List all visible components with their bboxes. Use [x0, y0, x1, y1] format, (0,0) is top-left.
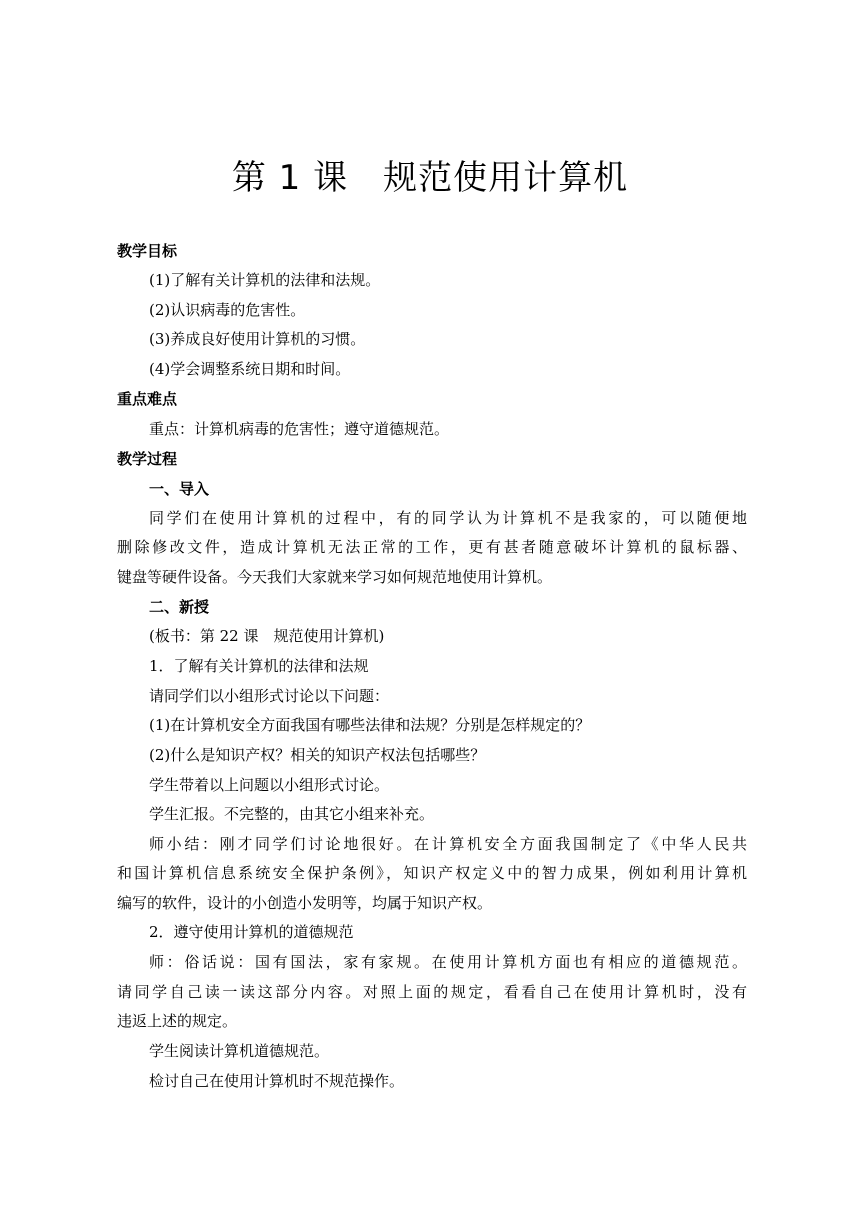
objective-2: (2)认识病毒的危害性。	[149, 301, 306, 319]
discussion-prompt: 请同学们以小组形式讨论以下问题：	[149, 687, 390, 705]
question-1: (1)在计算机安全方面我国有哪些法律和法规？分别是怎样规定的？	[149, 716, 591, 734]
ethics-paragraph-line-2: 请同学自己读一读这部分内容。对照上面的规定，看看自己在使用计算机时，没有	[117, 983, 747, 1001]
intro-paragraph-line-1: 同学们在使用计算机的过程中，有的同学认为计算机不是我家的，可以随便地	[149, 509, 747, 527]
student-report: 学生汇报。不完整的，由其它小组来补充。	[149, 805, 435, 823]
objective-3: (3)养成良好使用计算机的习惯。	[149, 330, 366, 348]
student-discussion: 学生带着以上问题以小组形式讨论。	[149, 776, 390, 794]
teacher-summary-line-1: 师小结：刚才同学们讨论地很好。在计算机安全方面我国制定了《中华人民共	[149, 835, 747, 853]
topic-2-heading: 2．遵守使用计算机的道德规范	[149, 923, 354, 941]
teacher-summary-line-2: 和国计算机信息系统安全保护条例》，知识产权定义中的智力成果，例如利用计算机	[117, 864, 747, 882]
key-points-text: 重点：计算机病毒的危害性；遵守道德规范。	[149, 420, 450, 438]
self-review: 检讨自己在使用计算机时不规范操作。	[149, 1072, 405, 1090]
question-2: (2)什么是知识产权？相关的知识产权法包括哪些？	[149, 746, 486, 764]
student-reading: 学生阅读计算机道德规范。	[149, 1042, 330, 1060]
subheading-new-lesson: 二、新授	[149, 598, 210, 616]
section-heading-objectives: 教学目标	[117, 242, 178, 260]
ethics-paragraph-line-1: 师：俗话说：国有国法，家有家规。在使用计算机方面也有相应的道德规范。	[149, 953, 747, 971]
objective-1: (1)了解有关计算机的法律和法规。	[149, 271, 381, 289]
section-heading-key-points: 重点难点	[117, 390, 178, 408]
board-note: (板书：第 22 课 规范使用计算机)	[149, 627, 385, 645]
intro-paragraph-line-3: 键盘等硬件设备。今天我们大家就来学习如何规范地使用计算机。	[117, 568, 553, 586]
topic-1-heading: 1．了解有关计算机的法律和法规	[149, 657, 369, 675]
lesson-title: 第 1 课 规范使用计算机	[231, 158, 629, 198]
teacher-summary-line-3: 编写的软件，设计的小创造小发明等，均属于知识产权。	[117, 894, 493, 912]
objective-4: (4)学会调整系统日期和时间。	[149, 360, 351, 378]
ethics-paragraph-line-3: 违返上述的规定。	[117, 1012, 238, 1030]
section-heading-process: 教学过程	[117, 450, 178, 468]
subheading-intro: 一、导入	[149, 480, 210, 498]
intro-paragraph-line-2: 删除修改文件，造成计算机无法正常的工作，更有甚者随意破坏计算机的鼠标器、	[117, 538, 747, 556]
